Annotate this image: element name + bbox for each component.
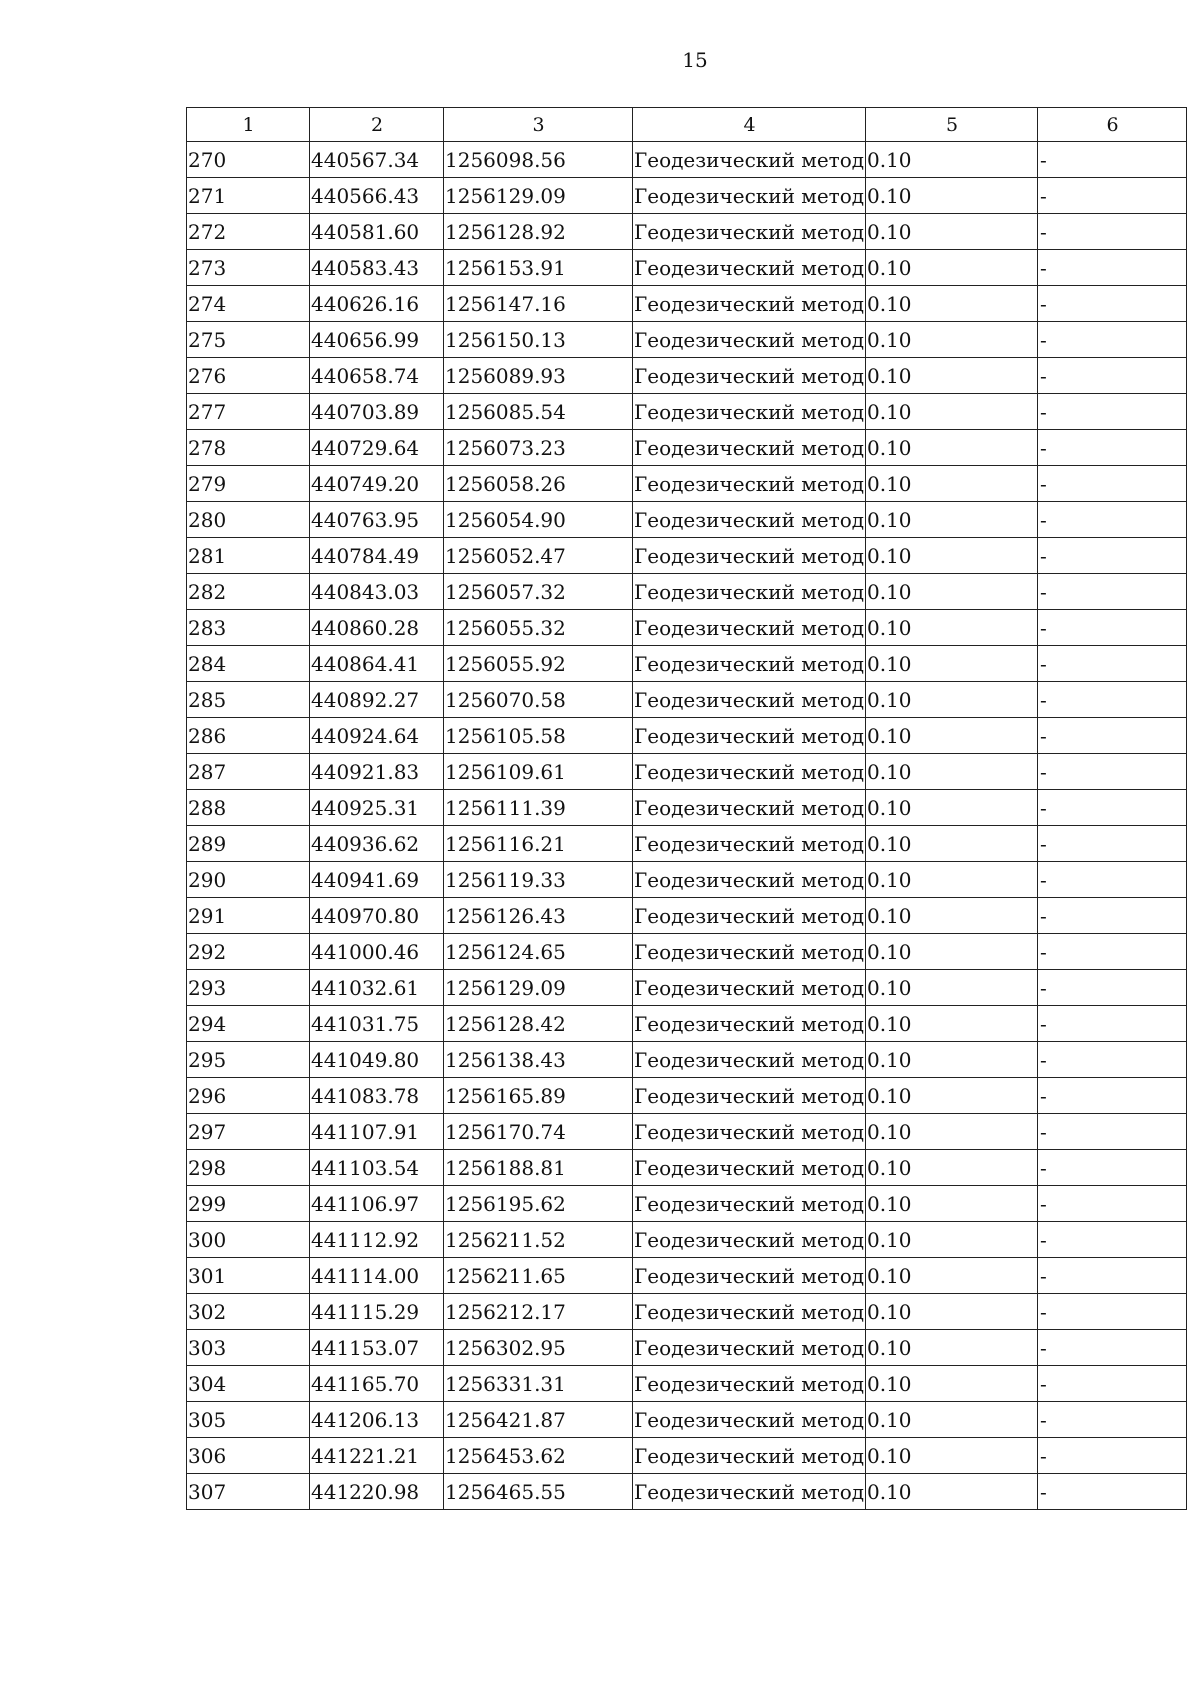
column-header-3: 3	[444, 108, 633, 142]
table-row	[187, 1006, 1187, 1042]
accuracy-cell: 0.10	[866, 862, 1038, 898]
accuracy-cell: 0.10	[866, 1294, 1038, 1330]
point-number-cell: 271	[187, 178, 310, 214]
y-coordinate-cell: 1256111.39	[444, 790, 633, 826]
method-cell: Геодезический метод	[633, 646, 866, 682]
column-header-1: 1	[187, 108, 310, 142]
point-number-cell: 274	[187, 286, 310, 322]
x-coordinate-cell: 441031.75	[310, 1006, 444, 1042]
method-cell: Геодезический метод	[633, 610, 866, 646]
table-row	[187, 538, 1187, 574]
table-row	[187, 718, 1187, 754]
y-coordinate-cell: 1256129.09	[444, 970, 633, 1006]
accuracy-cell: 0.10	[866, 1258, 1038, 1294]
table-row	[187, 142, 1187, 178]
method-cell: Геодезический метод	[633, 394, 866, 430]
point-number-cell: 303	[187, 1330, 310, 1366]
accuracy-cell: 0.10	[866, 1366, 1038, 1402]
table-row	[187, 1474, 1187, 1510]
note-cell: -	[1038, 1006, 1187, 1042]
method-cell: Геодезический метод	[633, 1042, 866, 1078]
method-cell: Геодезический метод	[633, 430, 866, 466]
column-header-4: 4	[633, 108, 866, 142]
column-header-5: 5	[866, 108, 1038, 142]
method-cell: Геодезический метод	[633, 574, 866, 610]
table-row	[187, 1330, 1187, 1366]
accuracy-cell: 0.10	[866, 1330, 1038, 1366]
table-row	[187, 1294, 1187, 1330]
coordinates-table	[186, 107, 1187, 1510]
x-coordinate-cell: 440921.83	[310, 754, 444, 790]
accuracy-cell: 0.10	[866, 1474, 1038, 1510]
y-coordinate-cell: 1256165.89	[444, 1078, 633, 1114]
table-row	[187, 1366, 1187, 1402]
table-row	[187, 1150, 1187, 1186]
note-cell: -	[1038, 1258, 1187, 1294]
x-coordinate-cell: 441114.00	[310, 1258, 444, 1294]
note-cell: -	[1038, 142, 1187, 178]
accuracy-cell: 0.10	[866, 1402, 1038, 1438]
x-coordinate-cell: 441206.13	[310, 1402, 444, 1438]
note-cell: -	[1038, 646, 1187, 682]
y-coordinate-cell: 1256453.62	[444, 1438, 633, 1474]
y-coordinate-cell: 1256089.93	[444, 358, 633, 394]
table-row	[187, 466, 1187, 502]
y-coordinate-cell: 1256085.54	[444, 394, 633, 430]
x-coordinate-cell: 441106.97	[310, 1186, 444, 1222]
accuracy-cell: 0.10	[866, 718, 1038, 754]
accuracy-cell: 0.10	[866, 934, 1038, 970]
note-cell: -	[1038, 790, 1187, 826]
y-coordinate-cell: 1256105.58	[444, 718, 633, 754]
point-number-cell: 291	[187, 898, 310, 934]
accuracy-cell: 0.10	[866, 754, 1038, 790]
note-cell: -	[1038, 1330, 1187, 1366]
table-row	[187, 646, 1187, 682]
point-number-cell: 302	[187, 1294, 310, 1330]
y-coordinate-cell: 1256195.62	[444, 1186, 633, 1222]
note-cell: -	[1038, 394, 1187, 430]
x-coordinate-cell: 441115.29	[310, 1294, 444, 1330]
x-coordinate-cell: 440626.16	[310, 286, 444, 322]
accuracy-cell: 0.10	[866, 1150, 1038, 1186]
x-coordinate-cell: 440843.03	[310, 574, 444, 610]
x-coordinate-cell: 440656.99	[310, 322, 444, 358]
method-cell: Геодезический метод	[633, 1258, 866, 1294]
table-row	[187, 1438, 1187, 1474]
accuracy-cell: 0.10	[866, 178, 1038, 214]
point-number-cell: 279	[187, 466, 310, 502]
table-row	[187, 250, 1187, 286]
note-cell: -	[1038, 718, 1187, 754]
x-coordinate-cell: 440763.95	[310, 502, 444, 538]
note-cell: -	[1038, 1078, 1187, 1114]
note-cell: -	[1038, 1294, 1187, 1330]
y-coordinate-cell: 1256098.56	[444, 142, 633, 178]
method-cell: Геодезический метод	[633, 322, 866, 358]
y-coordinate-cell: 1256211.52	[444, 1222, 633, 1258]
x-coordinate-cell: 441032.61	[310, 970, 444, 1006]
accuracy-cell: 0.10	[866, 1222, 1038, 1258]
note-cell: -	[1038, 826, 1187, 862]
method-cell: Геодезический метод	[633, 538, 866, 574]
note-cell: -	[1038, 1402, 1187, 1438]
accuracy-cell: 0.10	[866, 682, 1038, 718]
accuracy-cell: 0.10	[866, 646, 1038, 682]
x-coordinate-cell: 440566.43	[310, 178, 444, 214]
accuracy-cell: 0.10	[866, 358, 1038, 394]
method-cell: Геодезический метод	[633, 214, 866, 250]
y-coordinate-cell: 1256126.43	[444, 898, 633, 934]
point-number-cell: 276	[187, 358, 310, 394]
table-row	[187, 1186, 1187, 1222]
note-cell: -	[1038, 178, 1187, 214]
method-cell: Геодезический метод	[633, 1114, 866, 1150]
method-cell: Геодезический метод	[633, 1474, 866, 1510]
note-cell: -	[1038, 1222, 1187, 1258]
accuracy-cell: 0.10	[866, 826, 1038, 862]
table-row	[187, 1222, 1187, 1258]
x-coordinate-cell: 440749.20	[310, 466, 444, 502]
accuracy-cell: 0.10	[866, 430, 1038, 466]
y-coordinate-cell: 1256128.92	[444, 214, 633, 250]
y-coordinate-cell: 1256212.17	[444, 1294, 633, 1330]
table-row	[187, 682, 1187, 718]
y-coordinate-cell: 1256055.32	[444, 610, 633, 646]
table-header	[187, 108, 1187, 142]
note-cell: -	[1038, 502, 1187, 538]
point-number-cell: 272	[187, 214, 310, 250]
accuracy-cell: 0.10	[866, 250, 1038, 286]
y-coordinate-cell: 1256147.16	[444, 286, 633, 322]
note-cell: -	[1038, 358, 1187, 394]
point-number-cell: 297	[187, 1114, 310, 1150]
y-coordinate-cell: 1256302.95	[444, 1330, 633, 1366]
accuracy-cell: 0.10	[866, 1006, 1038, 1042]
point-number-cell: 282	[187, 574, 310, 610]
accuracy-cell: 0.10	[866, 286, 1038, 322]
header-row	[187, 108, 1187, 142]
method-cell: Геодезический метод	[633, 1330, 866, 1366]
method-cell: Геодезический метод	[633, 142, 866, 178]
x-coordinate-cell: 440658.74	[310, 358, 444, 394]
table-row	[187, 286, 1187, 322]
point-number-cell: 301	[187, 1258, 310, 1294]
table-row	[187, 898, 1187, 934]
y-coordinate-cell: 1256128.42	[444, 1006, 633, 1042]
point-number-cell: 290	[187, 862, 310, 898]
table-row	[187, 430, 1187, 466]
y-coordinate-cell: 1256211.65	[444, 1258, 633, 1294]
x-coordinate-cell: 440892.27	[310, 682, 444, 718]
accuracy-cell: 0.10	[866, 538, 1038, 574]
method-cell: Геодезический метод	[633, 826, 866, 862]
method-cell: Геодезический метод	[633, 790, 866, 826]
method-cell: Геодезический метод	[633, 1402, 866, 1438]
note-cell: -	[1038, 322, 1187, 358]
method-cell: Геодезический метод	[633, 682, 866, 718]
table-row	[187, 1258, 1187, 1294]
x-coordinate-cell: 440864.41	[310, 646, 444, 682]
accuracy-cell: 0.10	[866, 574, 1038, 610]
point-number-cell: 292	[187, 934, 310, 970]
note-cell: -	[1038, 1438, 1187, 1474]
x-coordinate-cell: 440860.28	[310, 610, 444, 646]
x-coordinate-cell: 441112.92	[310, 1222, 444, 1258]
x-coordinate-cell: 440941.69	[310, 862, 444, 898]
method-cell: Геодезический метод	[633, 250, 866, 286]
note-cell: -	[1038, 934, 1187, 970]
accuracy-cell: 0.10	[866, 1042, 1038, 1078]
y-coordinate-cell: 1256057.32	[444, 574, 633, 610]
y-coordinate-cell: 1256129.09	[444, 178, 633, 214]
y-coordinate-cell: 1256052.47	[444, 538, 633, 574]
point-number-cell: 285	[187, 682, 310, 718]
accuracy-cell: 0.10	[866, 322, 1038, 358]
table-row	[187, 574, 1187, 610]
method-cell: Геодезический метод	[633, 898, 866, 934]
x-coordinate-cell: 441153.07	[310, 1330, 444, 1366]
table-row	[187, 1078, 1187, 1114]
y-coordinate-cell: 1256070.58	[444, 682, 633, 718]
method-cell: Геодезический метод	[633, 1186, 866, 1222]
accuracy-cell: 0.10	[866, 610, 1038, 646]
page-number: 15	[682, 48, 708, 72]
point-number-cell: 296	[187, 1078, 310, 1114]
y-coordinate-cell: 1256073.23	[444, 430, 633, 466]
table-row	[187, 178, 1187, 214]
y-coordinate-cell: 1256116.21	[444, 826, 633, 862]
point-number-cell: 294	[187, 1006, 310, 1042]
accuracy-cell: 0.10	[866, 394, 1038, 430]
note-cell: -	[1038, 538, 1187, 574]
note-cell: -	[1038, 1150, 1187, 1186]
x-coordinate-cell: 440729.64	[310, 430, 444, 466]
note-cell: -	[1038, 250, 1187, 286]
table-row	[187, 790, 1187, 826]
point-number-cell: 273	[187, 250, 310, 286]
note-cell: -	[1038, 610, 1187, 646]
point-number-cell: 284	[187, 646, 310, 682]
table-row	[187, 934, 1187, 970]
accuracy-cell: 0.10	[866, 502, 1038, 538]
note-cell: -	[1038, 286, 1187, 322]
note-cell: -	[1038, 682, 1187, 718]
table-body	[187, 142, 1187, 1510]
method-cell: Геодезический метод	[633, 970, 866, 1006]
accuracy-cell: 0.10	[866, 466, 1038, 502]
x-coordinate-cell: 440567.34	[310, 142, 444, 178]
accuracy-cell: 0.10	[866, 1078, 1038, 1114]
method-cell: Геодезический метод	[633, 1366, 866, 1402]
accuracy-cell: 0.10	[866, 898, 1038, 934]
method-cell: Геодезический метод	[633, 862, 866, 898]
point-number-cell: 280	[187, 502, 310, 538]
y-coordinate-cell: 1256124.65	[444, 934, 633, 970]
point-number-cell: 288	[187, 790, 310, 826]
x-coordinate-cell: 440784.49	[310, 538, 444, 574]
note-cell: -	[1038, 214, 1187, 250]
point-number-cell: 275	[187, 322, 310, 358]
accuracy-cell: 0.10	[866, 1186, 1038, 1222]
table-row	[187, 970, 1187, 1006]
table-row	[187, 1114, 1187, 1150]
point-number-cell: 300	[187, 1222, 310, 1258]
note-cell: -	[1038, 1114, 1187, 1150]
method-cell: Геодезический метод	[633, 718, 866, 754]
point-number-cell: 277	[187, 394, 310, 430]
x-coordinate-cell: 441165.70	[310, 1366, 444, 1402]
x-coordinate-cell: 440936.62	[310, 826, 444, 862]
y-coordinate-cell: 1256119.33	[444, 862, 633, 898]
point-number-cell: 298	[187, 1150, 310, 1186]
method-cell: Геодезический метод	[633, 1222, 866, 1258]
x-coordinate-cell: 440970.80	[310, 898, 444, 934]
table-row	[187, 502, 1187, 538]
accuracy-cell: 0.10	[866, 970, 1038, 1006]
y-coordinate-cell: 1256421.87	[444, 1402, 633, 1438]
note-cell: -	[1038, 1042, 1187, 1078]
note-cell: -	[1038, 430, 1187, 466]
point-number-cell: 287	[187, 754, 310, 790]
y-coordinate-cell: 1256188.81	[444, 1150, 633, 1186]
y-coordinate-cell: 1256055.92	[444, 646, 633, 682]
x-coordinate-cell: 440925.31	[310, 790, 444, 826]
y-coordinate-cell: 1256058.26	[444, 466, 633, 502]
point-number-cell: 270	[187, 142, 310, 178]
point-number-cell: 289	[187, 826, 310, 862]
column-header-6: 6	[1038, 108, 1187, 142]
table-row	[187, 394, 1187, 430]
point-number-cell: 305	[187, 1402, 310, 1438]
method-cell: Геодезический метод	[633, 1294, 866, 1330]
y-coordinate-cell: 1256054.90	[444, 502, 633, 538]
method-cell: Геодезический метод	[633, 358, 866, 394]
point-number-cell: 293	[187, 970, 310, 1006]
note-cell: -	[1038, 754, 1187, 790]
x-coordinate-cell: 441103.54	[310, 1150, 444, 1186]
note-cell: -	[1038, 898, 1187, 934]
table-row	[187, 826, 1187, 862]
table-row	[187, 610, 1187, 646]
method-cell: Геодезический метод	[633, 286, 866, 322]
table-row	[187, 754, 1187, 790]
x-coordinate-cell: 441220.98	[310, 1474, 444, 1510]
y-coordinate-cell: 1256465.55	[444, 1474, 633, 1510]
method-cell: Геодезический метод	[633, 934, 866, 970]
accuracy-cell: 0.10	[866, 214, 1038, 250]
accuracy-cell: 0.10	[866, 142, 1038, 178]
x-coordinate-cell: 440583.43	[310, 250, 444, 286]
table-row	[187, 1402, 1187, 1438]
note-cell: -	[1038, 574, 1187, 610]
point-number-cell: 286	[187, 718, 310, 754]
point-number-cell: 306	[187, 1438, 310, 1474]
x-coordinate-cell: 441221.21	[310, 1438, 444, 1474]
note-cell: -	[1038, 1186, 1187, 1222]
y-coordinate-cell: 1256153.91	[444, 250, 633, 286]
y-coordinate-cell: 1256331.31	[444, 1366, 633, 1402]
accuracy-cell: 0.10	[866, 1438, 1038, 1474]
note-cell: -	[1038, 466, 1187, 502]
table-row	[187, 322, 1187, 358]
table-row	[187, 214, 1187, 250]
note-cell: -	[1038, 862, 1187, 898]
x-coordinate-cell: 441000.46	[310, 934, 444, 970]
method-cell: Геодезический метод	[633, 178, 866, 214]
point-number-cell: 295	[187, 1042, 310, 1078]
coordinates-table-wrapper	[186, 107, 1187, 1510]
y-coordinate-cell: 1256170.74	[444, 1114, 633, 1150]
note-cell: -	[1038, 1474, 1187, 1510]
method-cell: Геодезический метод	[633, 1438, 866, 1474]
accuracy-cell: 0.10	[866, 790, 1038, 826]
table-row	[187, 1042, 1187, 1078]
x-coordinate-cell: 441083.78	[310, 1078, 444, 1114]
table-row	[187, 358, 1187, 394]
point-number-cell: 307	[187, 1474, 310, 1510]
x-coordinate-cell: 440581.60	[310, 214, 444, 250]
method-cell: Геодезический метод	[633, 1078, 866, 1114]
y-coordinate-cell: 1256109.61	[444, 754, 633, 790]
point-number-cell: 281	[187, 538, 310, 574]
point-number-cell: 299	[187, 1186, 310, 1222]
accuracy-cell: 0.10	[866, 1114, 1038, 1150]
column-header-2: 2	[310, 108, 444, 142]
point-number-cell: 304	[187, 1366, 310, 1402]
method-cell: Геодезический метод	[633, 502, 866, 538]
point-number-cell: 278	[187, 430, 310, 466]
method-cell: Геодезический метод	[633, 466, 866, 502]
point-number-cell: 283	[187, 610, 310, 646]
table-row	[187, 862, 1187, 898]
method-cell: Геодезический метод	[633, 754, 866, 790]
y-coordinate-cell: 1256150.13	[444, 322, 633, 358]
x-coordinate-cell: 441049.80	[310, 1042, 444, 1078]
x-coordinate-cell: 440703.89	[310, 394, 444, 430]
method-cell: Геодезический метод	[633, 1150, 866, 1186]
note-cell: -	[1038, 970, 1187, 1006]
y-coordinate-cell: 1256138.43	[444, 1042, 633, 1078]
x-coordinate-cell: 440924.64	[310, 718, 444, 754]
note-cell: -	[1038, 1366, 1187, 1402]
x-coordinate-cell: 441107.91	[310, 1114, 444, 1150]
method-cell: Геодезический метод	[633, 1006, 866, 1042]
